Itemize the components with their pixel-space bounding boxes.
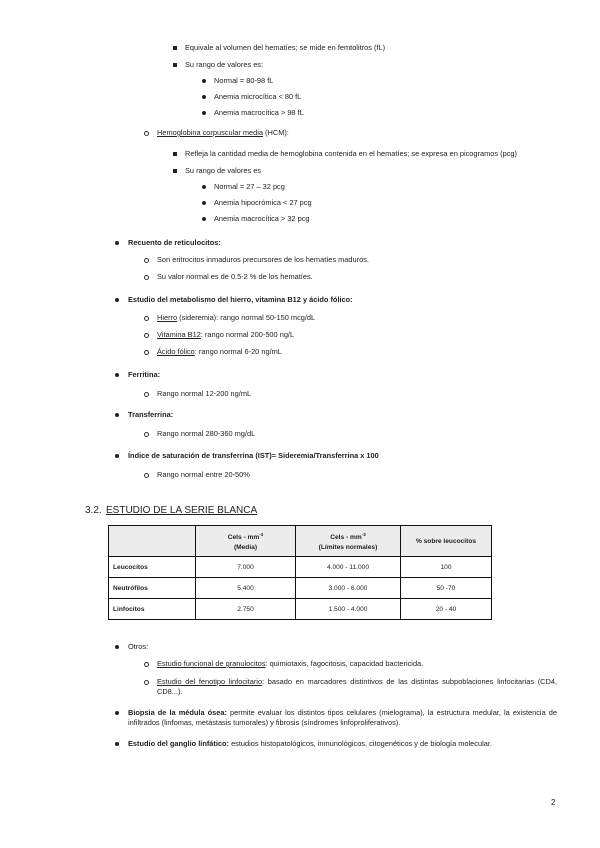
reticulocitos-item: Su valor normal es de 0.5-2 % de los hematíes.	[157, 272, 313, 281]
biopsia-rest: permite evaluar los distintos tipos celulares (mielograma), la estructura medular, la existencia de infiltrados (linfomas, metástasis tumorales) y fibrosis (síndromes linfoproliferativos).	[128, 708, 557, 727]
bullet-dot-icon	[115, 742, 119, 746]
bullet-dot-icon	[202, 111, 206, 115]
bullet-circle-icon	[144, 350, 149, 355]
ist-title: Índice de saturación de transferrina (IST)= Sideremia/Transferrina x 100	[128, 451, 379, 460]
ferritina-title: Ferritina:	[128, 370, 161, 379]
row-label: Leucocitos	[109, 557, 196, 578]
bullet-circle-icon	[144, 392, 149, 397]
ganglio-paragraph	[128, 739, 492, 749]
table-cell: 50 -70	[401, 578, 492, 599]
vitamina-b12-item	[157, 330, 294, 340]
hierro-title: Estudio del metabolismo del hierro, vitamina B12 y ácido fólico:	[128, 295, 353, 304]
section-title: ESTUDIO DE LA SERIE BLANCA	[106, 505, 258, 516]
reticulocitos-title: Recuento de reticulocitos:	[128, 238, 221, 247]
otros-rest: : basado en marcadores distintivos de las distintas subpoblaciones linfocitarias (CD4, CD8...).	[157, 677, 558, 696]
otros-item-fenotipo	[157, 677, 557, 697]
header-main: % sobre leucocitos	[415, 537, 477, 545]
ganglio-title: Estudio del ganglio linfático:	[128, 739, 230, 748]
page-number: 2	[551, 798, 556, 807]
bullet-dot-icon	[202, 95, 206, 99]
bullet-circle-icon	[144, 432, 149, 437]
table-header-media	[196, 526, 296, 557]
hierro-item	[157, 313, 315, 323]
hcm-title: Hemoglobina corpuscular media	[157, 128, 263, 137]
table-header-porcentaje	[401, 526, 492, 557]
header-sub: (Media)	[233, 543, 258, 551]
otros-rest: : quimiotaxis, fagocitosis, capacidad bactericida.	[265, 659, 424, 668]
otros-label: Otros:	[128, 642, 149, 651]
bullet-circle-icon	[144, 680, 149, 685]
table-row	[109, 578, 492, 599]
bullet-dot-icon	[115, 373, 119, 377]
hcm-abbr: (HCM):	[263, 128, 289, 137]
bullet-dot-icon	[202, 79, 206, 83]
acido-folico-item	[157, 347, 282, 357]
vitamina-b12-rest: : rango normal 200-500 ng/L	[200, 330, 295, 339]
transferrina-item: Rango normal 280-360 mg/dL	[157, 429, 256, 438]
bullet-dot-icon	[202, 217, 206, 221]
bullet-dot-icon	[202, 201, 206, 205]
bullet-dot-icon	[115, 413, 119, 417]
bullet-circle-icon	[144, 275, 149, 280]
bullet-circle-icon	[144, 131, 149, 136]
bullet-circle-icon	[144, 473, 149, 478]
table-row	[109, 557, 492, 578]
table-header-limites	[296, 526, 401, 557]
bullet-circle-icon	[144, 662, 149, 667]
table-header-empty	[109, 526, 196, 557]
bullet-dot-icon	[115, 298, 119, 302]
header-sup: -3	[259, 532, 264, 538]
biopsia-title: Biopsia de la médula ósea:	[128, 708, 227, 717]
row-label: Linfocitos	[109, 599, 196, 620]
bullet-circle-icon	[144, 258, 149, 263]
otros-term: Estudio funcional de granulocitos	[157, 659, 266, 668]
ist-item: Rango normal entre 20-50%	[157, 470, 250, 479]
hcm-value: Anemia hipocrómica < 27 pcg	[214, 198, 312, 207]
table-cell: 20 - 40	[401, 599, 492, 620]
table-header-row	[109, 526, 492, 557]
ferritina-item: Rango normal 12-200 ng/mL	[157, 389, 252, 398]
hcm-value: Anemia macrocítica > 32 pcg	[214, 214, 310, 223]
bullet-dot-icon	[202, 185, 206, 189]
table-cell: 100	[401, 557, 492, 578]
ganglio-rest: estudios histopatológicos, inmunológicos, citogenéticos y de biología molecular.	[229, 739, 492, 748]
table-cell: 7.000	[196, 557, 296, 578]
otros-term: Estudio del fenotipo linfocitario	[157, 677, 263, 686]
serie-blanca-table	[108, 525, 492, 620]
header-main: Cels - mm	[227, 534, 260, 542]
bullet-square-icon	[173, 169, 177, 173]
bullet-square-icon	[173, 46, 177, 50]
otros-item-granulocitos	[157, 659, 423, 669]
hierro-rest: (sideremia): rango normal 50-150 mcg/dL	[177, 313, 316, 322]
hcm-heading	[157, 128, 289, 138]
bullet-circle-icon	[144, 333, 149, 338]
hcm-range-label: Su rango de valores es	[185, 166, 262, 175]
hcm-description: Refleja la cantidad media de hemoglobina contenida en el hematíes; se expresa en picogramos (pcg)	[185, 149, 517, 158]
header-sup: -3	[361, 532, 366, 538]
row-label: Neutrófilos	[109, 578, 196, 599]
bullet-dot-icon	[115, 241, 119, 245]
vcm-value: Normal = 80-98 fL	[214, 76, 274, 85]
table-cell: 1.500 - 4.000	[296, 599, 401, 620]
table-cell: 4.000 - 11.000	[296, 557, 401, 578]
reticulocitos-item: Son eritrocitos inmaduros precursores de los hematíes maduros.	[157, 255, 369, 264]
vcm-description: Equivale al volumen del hematíes; se mide en femtolitros (fL)	[185, 43, 386, 52]
bullet-square-icon	[173, 152, 177, 156]
table-cell: 2.750	[196, 599, 296, 620]
hcm-value: Normal = 27 – 32 pcg	[214, 182, 285, 191]
acido-folico-rest: : rango normal 6-20 ng/mL	[194, 347, 282, 356]
table-cell: 5.400	[196, 578, 296, 599]
vcm-value: Anemia microcítica < 80 fL	[214, 92, 302, 101]
vitamina-b12-term: Vitamina B12	[157, 330, 201, 339]
section-number: 3.2.	[85, 505, 102, 516]
header-sub: (Límites normales)	[318, 543, 378, 551]
bullet-circle-icon	[144, 316, 149, 321]
hierro-term: Hierro	[157, 313, 178, 322]
bullet-dot-icon	[115, 711, 119, 715]
vcm-value: Anemia macrocítica > 98 fL	[214, 108, 304, 117]
vcm-range-label: Su rango de valores es:	[185, 60, 264, 69]
acido-folico-term: Ácido fólico	[157, 347, 195, 356]
header-main: Cels - mm	[330, 534, 362, 542]
transferrina-title: Transferrina:	[128, 410, 174, 419]
bullet-dot-icon	[115, 454, 119, 458]
bullet-square-icon	[173, 63, 177, 67]
table-cell: 3.000 - 6.000	[296, 578, 401, 599]
table-row	[109, 599, 492, 620]
bullet-dot-icon	[115, 645, 119, 649]
biopsia-paragraph	[128, 708, 557, 728]
